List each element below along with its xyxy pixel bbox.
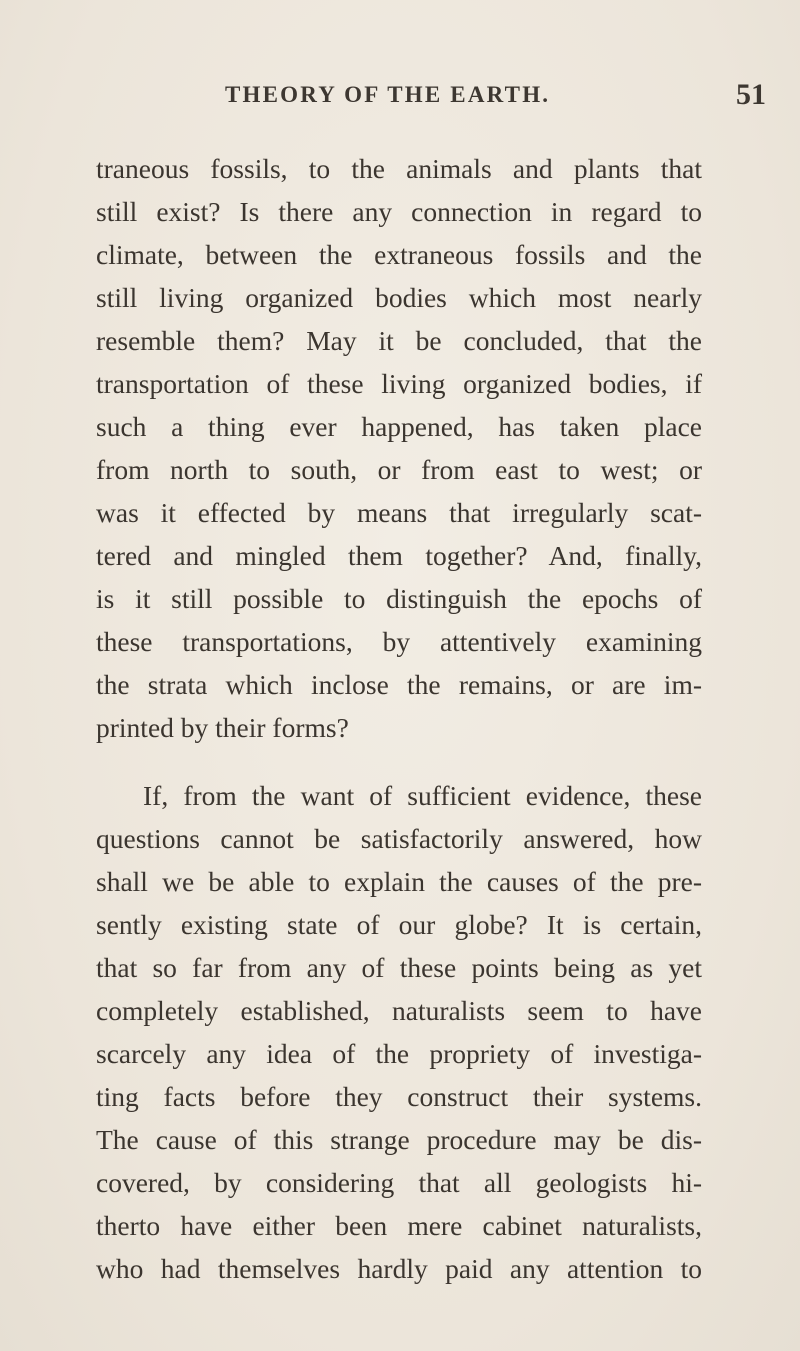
- text-line: these transportations, by attentively examining: [96, 626, 702, 657]
- text-line: ting facts before they construct their systems.: [96, 1081, 702, 1112]
- text-line: traneous fossils, to the animals and plants that: [96, 153, 702, 184]
- text-line: still exist? Is there any connection in regard to: [96, 196, 702, 227]
- text-line: questions cannot be satisfactorily answered, how: [96, 823, 702, 854]
- text-line: the strata which inclose the remains, or are im-: [96, 669, 702, 700]
- text-line: that so far from any of these points being as yet: [96, 952, 702, 983]
- text-line: transportation of these living organized bodies, if: [96, 368, 702, 399]
- text-line: climate, between the extraneous fossils and the: [96, 239, 702, 270]
- text-line: was it effected by means that irregularly scat-: [96, 497, 702, 528]
- text-line: sently existing state of our globe? It is certain,: [96, 909, 702, 940]
- page-number: 51: [736, 78, 766, 111]
- text-line: from north to south, or from east to west; or: [96, 454, 702, 485]
- text-line: covered, by considering that all geologists hi-: [96, 1167, 702, 1198]
- text-line: therto have either been mere cabinet naturalists,: [96, 1210, 702, 1241]
- text-line: If, from the want of sufficient evidence, these: [143, 780, 702, 811]
- text-line: tered and mingled them together? And, finally,: [96, 540, 702, 571]
- text-line: such a thing ever happened, has taken place: [96, 411, 702, 442]
- text-line: who had themselves hardly paid any attention to: [96, 1253, 702, 1284]
- text-line: resemble them? May it be concluded, that the: [96, 325, 702, 356]
- text-line: is it still possible to distinguish the epochs of: [96, 583, 702, 614]
- text-line: still living organized bodies which most nearly: [96, 282, 702, 313]
- text-line: shall we be able to explain the causes of the pre-: [96, 866, 702, 897]
- text-line: completely established, naturalists seem to have: [96, 995, 702, 1026]
- text-line: scarcely any idea of the propriety of investiga-: [96, 1038, 702, 1069]
- text-line: printed by their forms?: [96, 712, 349, 743]
- running-head: [0, 78, 800, 118]
- text-line: The cause of this strange procedure may be dis-: [96, 1124, 702, 1155]
- running-title: THEORY OF THE EARTH.: [225, 82, 551, 107]
